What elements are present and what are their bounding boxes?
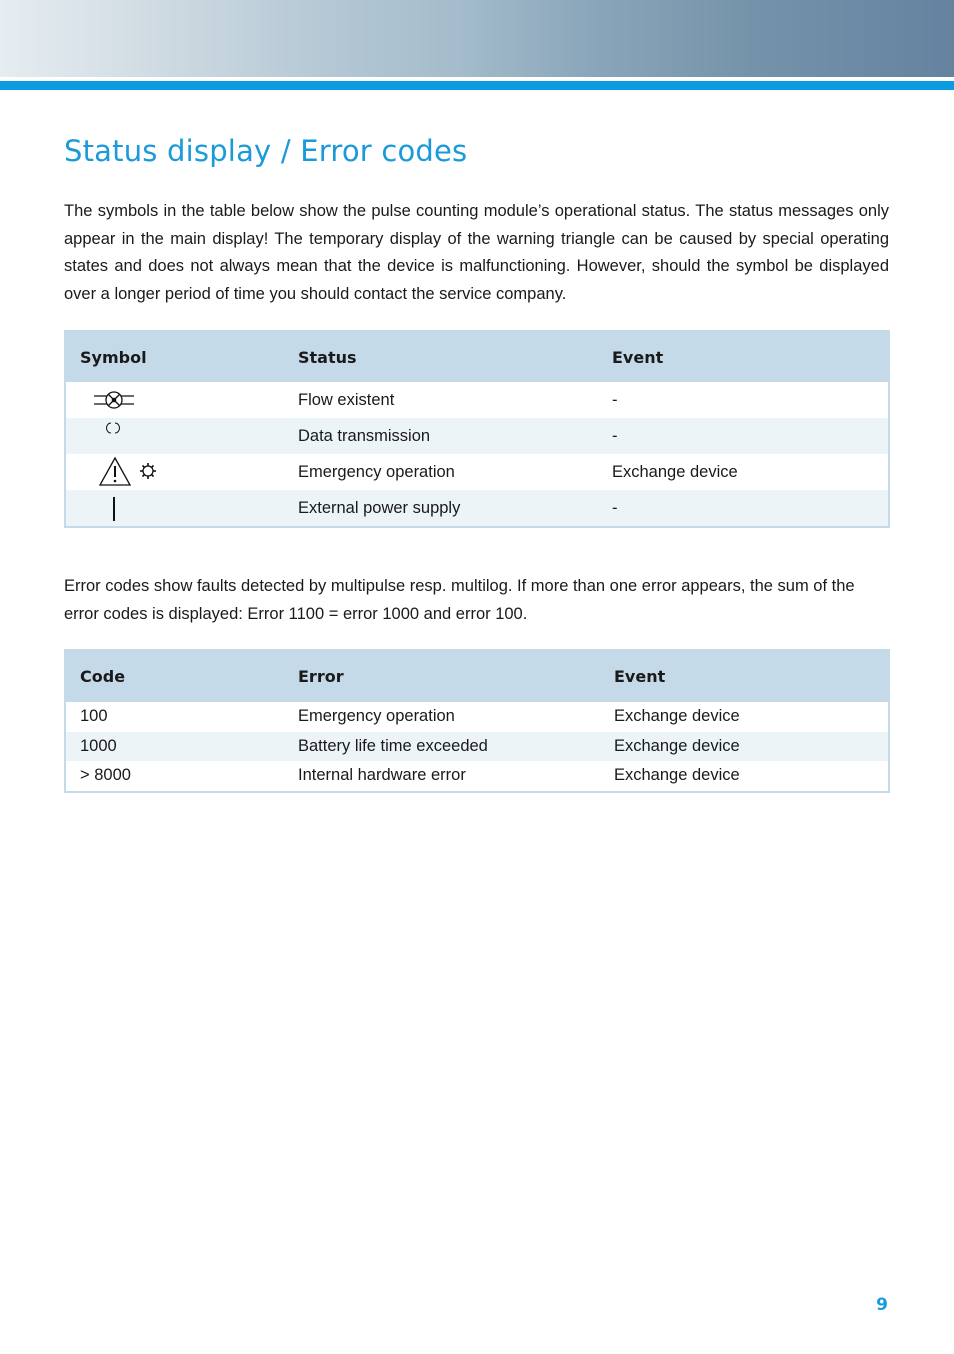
table-row <box>65 732 889 762</box>
status-table-header <box>65 331 889 382</box>
code-cell: > 8000 <box>80 766 131 785</box>
event-cell: Exchange device <box>612 462 738 481</box>
event-cell: Exchange device <box>600 732 889 762</box>
status-table <box>64 330 890 528</box>
table-row <box>65 418 889 454</box>
status-cell: Data transmission <box>284 418 598 454</box>
error-table-header <box>65 650 889 702</box>
column-header-event: Event <box>598 331 889 382</box>
column-header-event: Event <box>600 650 889 702</box>
power-supply-icon <box>80 490 284 526</box>
status-cell: Flow existent <box>298 390 395 409</box>
error-cell: Battery life time exceeded <box>284 732 600 762</box>
header-banner <box>0 0 954 77</box>
table-row <box>65 454 889 490</box>
table-row <box>65 761 889 792</box>
symbol-cell <box>65 490 284 527</box>
column-header-error: Error <box>284 650 600 702</box>
table-row <box>65 382 889 418</box>
banner-accent-line <box>0 81 954 90</box>
error-cell: Emergency operation <box>298 707 455 726</box>
event-cell: Exchange device <box>614 766 740 785</box>
intro-paragraph: The symbols in the table below show the pulse counting module’s operational status. The status messages only appear in the main display! The temporary display of the warning triangle can be caused by special operating states and does not always mean that the device is malfunctioning. However, should the symbol be displayed over a longer period of time you should contact the service company. <box>64 202 889 303</box>
symbol-cell <box>65 454 284 490</box>
page-number: 9 <box>876 1295 888 1315</box>
error-cell: Internal hardware error <box>298 766 466 785</box>
column-header-symbol: Symbol <box>65 331 284 382</box>
status-cell: Emergency operation <box>298 462 455 481</box>
table-row <box>65 490 889 527</box>
symbol-cell <box>65 382 284 418</box>
warning-triangle-icon <box>100 458 130 485</box>
symbol-cell <box>65 418 284 454</box>
flow-icon <box>80 382 284 418</box>
gear-icon <box>140 463 156 479</box>
data-transmission-icon <box>80 418 284 454</box>
column-header-status: Status <box>284 331 598 382</box>
table-row <box>65 702 889 732</box>
event-cell: - <box>598 490 889 527</box>
status-cell: External power supply <box>284 490 598 527</box>
column-header-code: Code <box>65 650 284 702</box>
page-title: Status display / Error codes <box>64 134 468 168</box>
code-cell: 100 <box>80 707 108 726</box>
event-cell: - <box>612 390 618 409</box>
error-codes-paragraph: Error codes show faults detected by multipulse resp. multilog. If more than one error appears, the sum of the error codes is displayed: Error 1100 = error 1000 and error 100. <box>64 577 855 623</box>
code-cell: 1000 <box>65 732 284 762</box>
error-table <box>64 649 890 793</box>
event-cell: Exchange device <box>614 707 740 726</box>
event-cell: - <box>598 418 889 454</box>
